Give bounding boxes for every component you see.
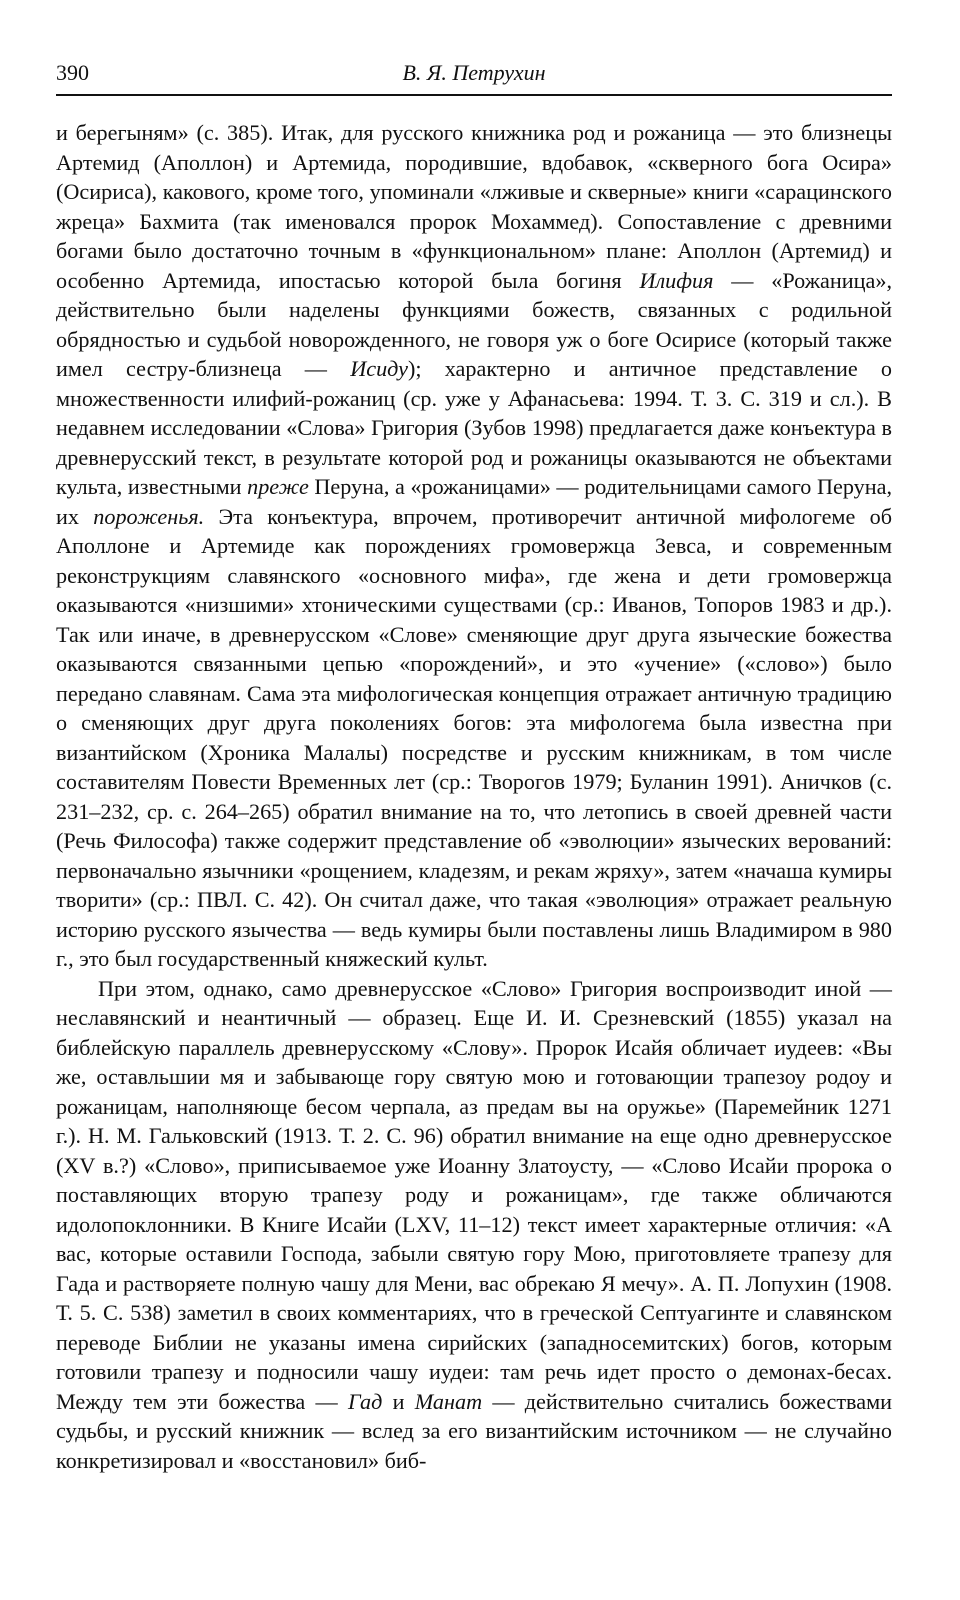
- text-segment: Перуна, а «рожаницами» — родительницами самого Перуна, их: [56, 474, 892, 529]
- book-page: [56, 58, 892, 1475]
- italic-term: Исиду: [350, 356, 408, 381]
- page-number: 390: [56, 60, 89, 85]
- paragraph-2: [56, 974, 892, 1476]
- text-segment: При этом, однако, само древнерусское «Слово» Григория воспроизводит иной — неславянский и неантичный — образец. Еще И. И. Срезневский (1855) указал на библейскую параллель древнерусскому «Слову». Пророк Исайя обличает иудеев: «Вы же, оставльшии мя и забывающе гору святую мою и готовающии трапезоу родоу и рожаницам, наполняюще бесом черпала, аз предам вы на оружье» (Паремейник 1271 г.). Н. М. Гальковский (1913. Т. 2. С. 96) обратил внимание на еще одно древнерусское (XV в.?) «Слово», приписываемое уже Иоанну Златоусту, — «Слово Исайи пророка о поставляющих вторую трапезу роду и рожаницам», где также обличаются идолопоклонники. В Книге Исайи (LXV, 11–12) текст имеет характерные отличия: «А вас, которые оставили Господа, забыли святую гору Мою, приготовляете трапезу для Гада и растворяете полную чашу для Мени, вас обрекаю Я мечу». А. П. Лопухин (1908. Т. 5. С. 538) заметил в своих комментариях, что в греческой Септуагинте и славянском переводе Библии не указаны имена сирийских (западносемитских) богов, которым готовили трапезу и подносили чашу иудеи: там речь идет просто о демонах-бесах. Между тем эти божества —: [56, 975, 892, 1414]
- italic-term: Илифия: [639, 267, 714, 293]
- text-segment: ); характерно и античное представление о множественности илифий-рожаниц (ср. уже у Афанасьева: 1994. Т. 3. С. 319 и сл.). В недавнем исследовании «Слова» Григория (Зубов 1998) предлагается даже конъектура в древнерусский текст, в результате которой род и рожаницы оказываются не объектами культа, известными: [56, 356, 893, 499]
- text-segment: Эта конъектура, впрочем, противоречит античной мифологеме об Аполлоне и Артемиде как порождениях громовержца Зевса, и современным реконструкциям славянского «основного мифа», где жена и дети громовержца оказываются «низшими» хтоническими существами (ср.: Иванов, Топоров 1983 и др.). Так или иначе, в древнерусском «Слове» сменяющие друг друга языческие божества оказываются связанными цепью «порождений», и это «учение» («слово») было передано славянам. Сама эта мифологическая концепция отражает античную традицию о сменяющих друг друга поколениях богов: эта мифологема была известна при византийском (Хроника Малалы) посредстве и русским книжникам, в том числе составителям Повести Временных лет (ср.: Творогов 1979; Буланин 1991). Аничков (с. 231–232, ср. с. 264–265) обратил внимание на то, что летопись в своей древней части (Речь Философа) также содержит представление об «эволюции» языческих верований: первоначально язычники «рощением, кладезям, и рекам жряху», затем «начаша кумиры творити» (ср.: ПВЛ. С. 42). Он считал даже, что такая «эволюция» отражает реальную историю русского язычества — ведь кумиры были поставлены лишь Владимиром в 980 г., это был государственный княжеский культ.: [56, 503, 892, 971]
- text-segment: — «Рожаница», действительно были наделены функциями божеств, связанных с родильной обрядностью и судьбой новорожденного, не говоря уж о боге Осирисе (который также имел сестру-близнеца —: [56, 267, 892, 381]
- italic-term: преже: [247, 474, 309, 499]
- italic-term: Гад: [347, 1388, 383, 1414]
- text-segment: — действительно считались божествами судьбы, и русский книжник — вслед за его византийским источником — не случайно конкретизировал и «восстановил» биб-: [56, 1388, 892, 1473]
- paragraph-1: [56, 118, 892, 974]
- body-text: [56, 118, 892, 1475]
- italic-term: пороженья.: [93, 503, 205, 529]
- text-segment: и: [382, 1388, 415, 1414]
- running-title: В. Я. Петрухин: [402, 60, 546, 85]
- italic-term: Манат: [414, 1388, 483, 1414]
- running-head: [56, 58, 892, 96]
- text-segment: и берегыням» (с. 385). Итак, для русского книжника род и рожаница — это близнецы Артемид (Аполлон) и Артемида, породившие, вдобавок, «скверного бога Осира» (Осириса), какового, кроме того, упоминали «лживые и скверные» книги «сарацинского жреца» Бахмита (так именовался пророк Мохаммед). Сопоставление с древними богами было достаточно точным в «функциональном» плане: Аполлон (Артемид) и особенно Артемида, ипостасью которой была богиня: [56, 120, 892, 293]
